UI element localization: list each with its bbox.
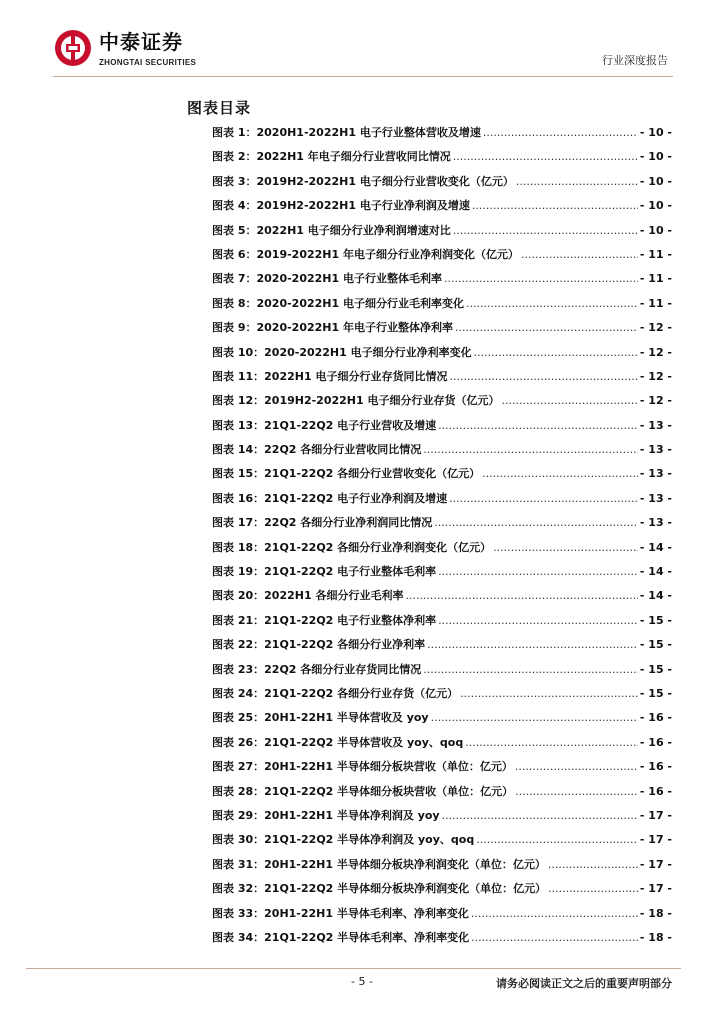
toc-entry-page: - 11 - <box>639 296 672 310</box>
toc-entry-title: 21Q1-22Q2 各细分行业净利率 <box>264 638 426 652</box>
toc-entry-title: 2020-2022H1 电子细分行业净利率变化 <box>264 345 472 359</box>
toc-entry-page: - 13 - <box>639 418 672 432</box>
toc-entry-title: 2020-2022H1 电子行业整体毛利率 <box>256 272 442 286</box>
toc-entry-title: 21Q1-22Q2 半导体毛利率、净利率变化 <box>264 930 470 944</box>
toc-dot-leader <box>455 321 638 334</box>
toc-dot-leader <box>423 443 638 456</box>
brand-name: 中泰证券 <box>99 30 183 54</box>
toc-entry[interactable] <box>212 490 672 514</box>
toc-entry-title: 2020-2022H1 年电子行业整体净利率 <box>256 321 453 335</box>
toc-entry-label: 图表 9： <box>212 321 257 335</box>
toc-entry-title: 21Q1-22Q2 半导体细分板块营收（单位：亿元） <box>264 784 514 798</box>
toc-entry[interactable] <box>212 514 672 538</box>
toc-entry-page: - 16 - <box>639 760 672 774</box>
toc-dot-leader <box>449 492 638 505</box>
footer-divider <box>26 968 681 969</box>
toc-entry-page: - 13 - <box>639 516 672 530</box>
header-divider <box>53 76 673 77</box>
toc-entry-label: 图表 24： <box>212 686 265 700</box>
toc-entry-title: 22Q2 各细分行业净利润同比情况 <box>264 516 433 530</box>
toc-entry[interactable] <box>212 783 672 807</box>
toc-entry[interactable] <box>212 612 672 636</box>
toc-dot-leader <box>453 150 638 163</box>
toc-entry-page: - 10 - <box>639 150 672 164</box>
toc-entry-label: 图表 4： <box>212 199 257 213</box>
toc-entry[interactable] <box>212 344 672 368</box>
toc-entry-page: - 12 - <box>639 321 672 335</box>
toc-entry-title: 22Q2 各细分行业营收同比情况 <box>264 443 422 457</box>
toc-entry[interactable] <box>212 222 672 246</box>
toc-dot-leader <box>548 882 638 895</box>
toc-entry-page: - 17 - <box>639 857 672 871</box>
toc-dot-leader <box>515 785 638 798</box>
toc-dot-leader <box>438 419 638 432</box>
toc-entry[interactable] <box>212 148 672 172</box>
toc-entry-label: 图表 13： <box>212 418 265 432</box>
page-number: - 5 - <box>351 975 373 988</box>
toc-entry-title: 21Q1-22Q2 电子行业净利润及增速 <box>264 491 448 505</box>
toc-entry-title: 20H1-22H1 半导体细分板块营收（单位：亿元） <box>264 760 513 774</box>
toc-entry-title: 22Q2 各细分行业存货同比情况 <box>264 662 422 676</box>
toc-entry-label: 图表 6： <box>212 247 257 261</box>
toc-entry-label: 图表 22： <box>212 638 265 652</box>
toc-entry-title: 2019H2-2022H1 电子细分行业存货（亿元） <box>264 394 500 408</box>
toc-entry-label: 图表 10： <box>212 345 265 359</box>
toc-dot-leader <box>442 809 638 822</box>
toc-entry[interactable] <box>212 636 672 660</box>
toc-entry[interactable] <box>212 856 672 880</box>
toc-entry-title: 21Q1-22Q2 半导体净利润及 yoy、qoq <box>264 833 475 847</box>
toc-dot-leader <box>472 199 638 212</box>
toc-entry[interactable] <box>212 905 672 929</box>
toc-entry-title: 2020H1-2022H1 电子行业整体营收及增速 <box>256 126 481 139</box>
toc-entry-label: 图表 25： <box>212 711 265 725</box>
toc-dot-leader <box>521 248 638 261</box>
toc-entry[interactable] <box>212 319 672 343</box>
toc-dot-leader <box>548 858 638 871</box>
toc-entry-page: - 12 - <box>639 394 672 408</box>
toc-entry[interactable] <box>212 661 672 685</box>
disclaimer-text: 请务必阅读正文之后的重要声明部分 <box>496 977 672 990</box>
toc-entry-title: 2019-2022H1 年电子细分行业净利润变化（亿元） <box>256 247 519 261</box>
toc-entry-label: 图表 26： <box>212 735 265 749</box>
toc-entry-label: 图表 15： <box>212 467 265 481</box>
toc-entry[interactable] <box>212 929 672 953</box>
toc-entry-page: - 12 - <box>639 345 672 359</box>
toc-entry[interactable] <box>212 295 672 319</box>
toc-entry-page: - 16 - <box>639 735 672 749</box>
toc-entry[interactable] <box>212 465 672 489</box>
toc-dot-leader <box>423 663 638 676</box>
toc-entry-title: 20H1-22H1 半导体细分板块净利润变化（单位：亿元） <box>264 857 546 871</box>
toc-entry[interactable] <box>212 246 672 270</box>
toc-entry-label: 图表 28： <box>212 784 265 798</box>
toc-entry[interactable] <box>212 392 672 416</box>
toc-entry[interactable] <box>212 831 672 855</box>
toc-entry-page: - 12 - <box>639 369 672 383</box>
toc-entry-page: - 13 - <box>639 491 672 505</box>
toc-dot-leader <box>431 711 638 724</box>
toc-entry[interactable] <box>212 197 672 221</box>
toc-dot-leader <box>471 907 638 920</box>
toc-entry-page: - 14 - <box>639 589 672 603</box>
toc-dot-leader <box>438 614 638 627</box>
toc-entry-title: 21Q1-22Q2 电子行业整体净利率 <box>264 613 437 627</box>
toc-entry-page: - 18 - <box>639 930 672 944</box>
toc-entry-label: 图表 17： <box>212 516 265 530</box>
toc-dot-leader <box>516 175 638 188</box>
toc-entry-title: 2019H2-2022H1 电子行业净利润及增速 <box>256 199 470 213</box>
toc-entry[interactable] <box>212 807 672 831</box>
toc-entry-label: 图表 23： <box>212 662 265 676</box>
toc-entry-label: 图表 8： <box>212 296 257 310</box>
toc-entry-page: - 15 - <box>639 686 672 700</box>
toc-entry-page: - 17 - <box>639 833 672 847</box>
toc-dot-leader <box>482 467 638 480</box>
toc-entry-title: 21Q1-22Q2 电子行业营收及增速 <box>264 418 437 432</box>
toc-entry-label: 图表 11： <box>212 369 265 383</box>
toc-entry-page: - 11 - <box>639 272 672 286</box>
toc-entry-label: 图表 3： <box>212 174 257 188</box>
toc-dot-leader <box>438 565 638 578</box>
toc-entry-label: 图表 2： <box>212 150 257 164</box>
toc-entry[interactable] <box>212 587 672 611</box>
toc-entry-title: 20H1-22H1 半导体营收及 yoy <box>264 711 429 725</box>
toc-entry-page: - 10 - <box>639 126 672 139</box>
toc-dot-leader <box>515 760 638 773</box>
toc-entry-page: - 13 - <box>639 467 672 481</box>
toc-entry-page: - 15 - <box>639 662 672 676</box>
toc-dot-leader <box>474 346 638 359</box>
toc-dot-leader <box>427 638 638 651</box>
toc-entry[interactable] <box>212 441 672 465</box>
toc-entry-label: 图表 19： <box>212 565 265 579</box>
toc-dot-leader <box>493 541 638 554</box>
toc-dot-leader <box>453 224 638 237</box>
toc-heading: 图表目录 <box>187 99 252 117</box>
toc-entry-title: 2022H1 电子细分行业净利润增速对比 <box>256 223 451 237</box>
toc-dot-leader <box>476 833 638 846</box>
toc-entry-title: 21Q1-22Q2 各细分行业存货（亿元） <box>264 686 459 700</box>
toc-dot-leader <box>465 736 638 749</box>
toc-entry[interactable] <box>212 124 672 148</box>
toc-entry-label: 图表 27： <box>212 760 265 774</box>
toc-entry-title: 2022H1 各细分行业毛利率 <box>264 589 404 603</box>
toc-dot-leader <box>502 394 638 407</box>
figure-list <box>212 124 672 953</box>
toc-dot-leader <box>434 516 638 529</box>
toc-entry[interactable] <box>212 270 672 294</box>
toc-entry-page: - 15 - <box>639 613 672 627</box>
toc-entry-label: 图表 33： <box>212 906 265 920</box>
toc-entry-label: 图表 21： <box>212 613 265 627</box>
toc-entry-label: 图表 30： <box>212 833 265 847</box>
toc-entry-label: 图表 14： <box>212 443 265 457</box>
toc-entry-title: 2020-2022H1 电子细分行业毛利率变化 <box>256 296 464 310</box>
toc-entry-page: - 16 - <box>639 784 672 798</box>
report-type-label: 行业深度报告 <box>602 54 668 67</box>
toc-entry-page: - 18 - <box>639 906 672 920</box>
toc-entry-page: - 10 - <box>639 223 672 237</box>
toc-entry-label: 图表 31： <box>212 857 265 871</box>
toc-entry-title: 2019H2-2022H1 电子细分行业营收变化（亿元） <box>256 174 514 188</box>
toc-entry-label: 图表 12： <box>212 394 265 408</box>
toc-entry-title: 21Q1-22Q2 半导体细分板块净利润变化（单位：亿元） <box>264 882 547 896</box>
toc-entry-title: 21Q1-22Q2 各细分行业营收变化（亿元） <box>264 467 481 481</box>
toc-entry[interactable] <box>212 758 672 782</box>
toc-entry[interactable] <box>212 709 672 733</box>
toc-dot-leader <box>444 272 638 285</box>
toc-entry[interactable] <box>212 417 672 441</box>
toc-dot-leader <box>471 931 638 944</box>
page-header <box>0 0 724 80</box>
toc-entry-title: 21Q1-22Q2 各细分行业净利润变化（亿元） <box>264 540 492 554</box>
toc-entry-title: 2022H1 年电子细分行业营收同比情况 <box>256 150 451 164</box>
toc-entry-label: 图表 20： <box>212 589 265 603</box>
toc-entry-title: 2022H1 电子细分行业存货同比情况 <box>264 369 448 383</box>
toc-dot-leader <box>405 589 637 602</box>
toc-entry-title: 21Q1-22Q2 半导体营收及 yoy、qoq <box>264 735 464 749</box>
brand-name-english: ZHONGTAI SECURITIES <box>99 58 197 67</box>
toc-entry-label: 图表 29： <box>212 808 265 822</box>
toc-entry-page: - 14 - <box>639 565 672 579</box>
toc-entry-page: - 11 - <box>639 247 672 261</box>
toc-dot-leader <box>460 687 638 700</box>
toc-entry[interactable] <box>212 734 672 758</box>
toc-entry-page: - 10 - <box>639 174 672 188</box>
toc-entry-page: - 17 - <box>639 882 672 896</box>
toc-dot-leader <box>449 370 637 383</box>
toc-entry-page: - 16 - <box>639 711 672 725</box>
toc-dot-leader <box>466 297 638 310</box>
toc-entry-title: 21Q1-22Q2 电子行业整体毛利率 <box>264 565 437 579</box>
toc-entry-page: - 15 - <box>639 638 672 652</box>
zhongtai-logo-icon <box>53 28 93 68</box>
toc-entry-page: - 14 - <box>639 540 672 554</box>
toc-dot-leader <box>483 126 638 139</box>
toc-entry-label: 图表 34： <box>212 930 265 944</box>
toc-entry-label: 图表 18： <box>212 540 265 554</box>
toc-entry-page: - 17 - <box>639 808 672 822</box>
toc-entry-label: 图表 5： <box>212 223 257 237</box>
toc-entry-label: 图表 32： <box>212 882 265 896</box>
toc-entry[interactable] <box>212 173 672 197</box>
toc-entry[interactable] <box>212 368 672 392</box>
toc-entry[interactable] <box>212 539 672 563</box>
toc-entry-label: 图表 1： <box>212 126 257 139</box>
toc-entry[interactable] <box>212 685 672 709</box>
toc-entry[interactable] <box>212 880 672 904</box>
toc-entry-label: 图表 16： <box>212 491 265 505</box>
toc-entry-label: 图表 7： <box>212 272 257 286</box>
toc-entry[interactable] <box>212 563 672 587</box>
toc-entry-title: 20H1-22H1 半导体毛利率、净利率变化 <box>264 906 469 920</box>
toc-entry-page: - 10 - <box>639 199 672 213</box>
toc-entry-page: - 13 - <box>639 443 672 457</box>
toc-entry-title: 20H1-22H1 半导体净利润及 yoy <box>264 808 440 822</box>
